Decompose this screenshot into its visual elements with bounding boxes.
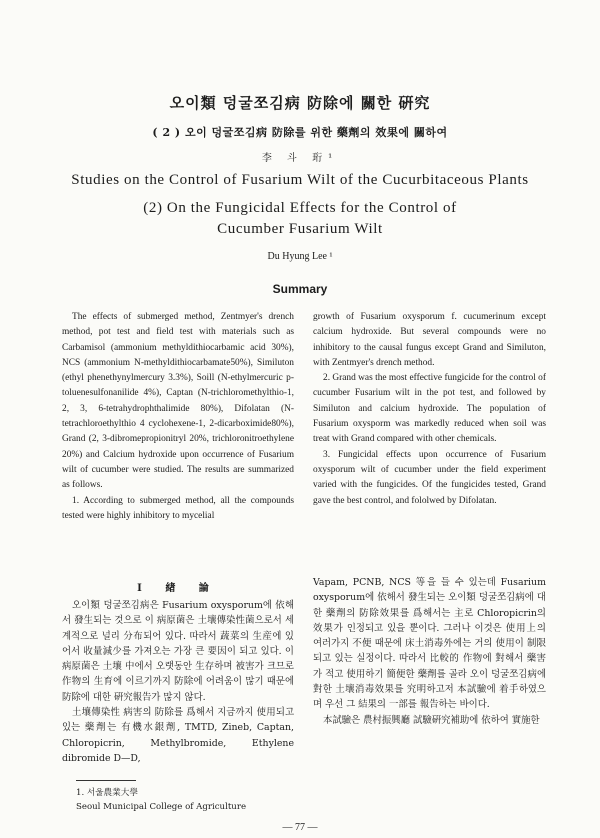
summary-right-paragraph-1: growth of Fusarium oxysporum f. cucumerinum except calcium hydroxide. But several compounds were no inhibitory to the causal fungus except Grand and Similuton, with Zentmyer's drench method. [313, 312, 546, 368]
english-title-line-2: (2) On the Fungicidal Effects for the Control of [143, 200, 457, 216]
summary-right-column [313, 310, 546, 509]
english-title-line-1: Studies on the Control of Fusarium Wilt of the Cucurbitaceous Plants [71, 172, 529, 188]
intro-left-paragraph-2: 土壤傳染性 病害의 防除를 爲해서 지금까지 使用되고 있는 藥劑는 有機水銀劑, TMTD, Zineb, Captan, Chloropicrin, Methylbromide, Ethylene dibromide D—D, [62, 707, 294, 764]
english-title-line-3: Cucumber Fusarium Wilt [217, 221, 383, 237]
footnote [76, 786, 376, 814]
korean-author: 李 斗 珩¹ [261, 153, 339, 164]
section-heading-introduction: I 緖 論 [137, 583, 219, 594]
english-author: Du Hyung Lee ¹ [267, 251, 333, 262]
intro-right-paragraph-2: 本試驗은 農村振興廳 試驗硏究補助에 依하여 實施한 [323, 714, 540, 726]
intro-right-column [313, 575, 546, 728]
intro-right-paragraph-1: Vapam, PCNB, NCS 等을 들 수 있는데 Fusarium oxysporum에 依해서 發生되는 오이類 덩굴쪼김病에 대한 藥劑의 防除效果를 爲해서는 主로 Chloropicrin의 效果가 인정되고 있을 뿐이다. 그러나 이것은 使用上의 여러가지 不便 때문에 床土消毒外에는 거의 使用이 制限되고 있는 실정이다. 따라서 比較的 作物에 對해서 藥害가 적고 使用하기 簡便한 藥劑를 골라 오이 덩굴쪼김病에 對한 土壤消毒效果를 究明하고저 本試驗에 着手하였으며 우선 그 結果의 一部를 報告하는 바이다. [313, 577, 546, 711]
summary-heading: Summary [272, 282, 328, 296]
page-number: — 77 — [282, 822, 318, 833]
summary-left-paragraph-1: The effects of submerged method, Zentmyer's drench method, pot test and field test with materials such as Carbamisol (ammonium methyldithiocarbamic acid 30%), NCS (ammonium N-methyldithiocarbamate50%), Similuton (ethyl phenethynylmercury 3.3%), Soill (N-ethylmercuric p-toluenesulfonanilide 4%), Captan (N-trichloromethylthio-1, 2, 3, 6-tetrahydrophthalimide 80%), Difolatan (N-tetrachloroethylthio 4 cyclohexene-1, 2-dicarboximide80%), Grand (2, 3-dibromepropionitryl 20%, trichloronitroethylene 20%) and Calcium hydroxide upon occurrence of Fusarium wilt of cucumber were studied. The results are summarized as follows. [62, 312, 294, 491]
summary-right-paragraph-2: 2. Grand was the most effective fungicide for the control of cucumber Fusarium wilt in the pot test, and followed by Similuton and calcium hydroxide. The population of Fusarium oxysporm was markedly reduced when soil was treat with Grand compared with other chemicals. [313, 373, 546, 445]
intro-left-paragraph-1: 오이類 덩굴쪼김病은 Fusarium oxysporum에 依해서 發生되는 것으로 이 病原菌은 土壤傳染性菌으로서 세계적으로 널리 分布되어 있다. 따라서 蔬菜의 生産에 있어서 收量減少를 가져오는 가장 큰 要因이 되고 있다. 이 病原菌은 土壤 中에서 오랫동안 生存하며 被害가 크므로 作物의 生育에 이르기까지 防除에 어려움이 많기 때문에 防除에 대한 硏究報告가 많지 않다. [62, 600, 294, 703]
footnote-line-2: Seoul Municipal College of Agriculture [76, 802, 247, 812]
korean-title: 오이類 덩굴쪼김病 防除에 關한 硏究 [169, 94, 431, 112]
footnote-line-1: 1. 서울農業大學 [76, 788, 138, 798]
summary-right-paragraph-3: 3. Fungicidal effects upon occurrence of Fusarium oxysporum wilt of cucumber under the field experiment varied with the fungicides. Of the fungicides tested, Grand gave the best control, and fololwed by Difolatan. [313, 449, 546, 506]
korean-subtitle: ( 2 ) 오이 덩굴쪼김病 防除를 위한 藥劑의 效果에 關하여 [152, 126, 448, 139]
footnote-rule [76, 780, 136, 781]
summary-left-paragraph-2: 1. According to submerged method, all the compounds tested were highly inhibitory to mycelial [62, 495, 294, 521]
intro-left-column [62, 598, 294, 766]
summary-left-column [62, 310, 294, 524]
